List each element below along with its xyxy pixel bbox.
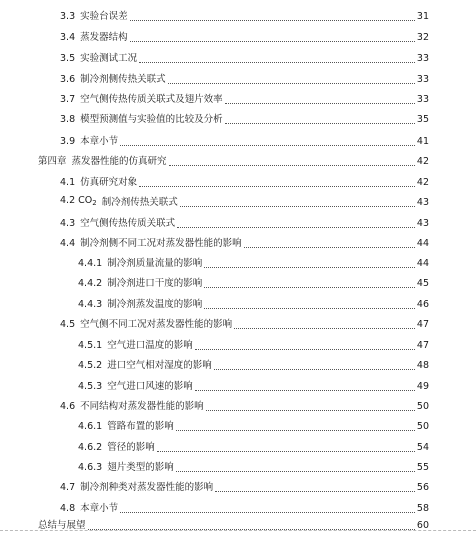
toc-entry-3-4 xyxy=(60,30,429,44)
toc-entry-3-6 xyxy=(60,72,429,86)
leader-dots xyxy=(180,205,415,207)
toc-number: 4.4.2 xyxy=(78,278,103,289)
toc-number: 4.8 xyxy=(60,503,76,514)
toc-number xyxy=(60,195,97,209)
leader-dots xyxy=(244,246,415,248)
toc-page-number: 50 xyxy=(416,401,429,412)
toc-page-number: 41 xyxy=(416,136,429,147)
toc-number: 3.7 xyxy=(60,94,76,105)
toc-entry-4-8 xyxy=(60,501,429,515)
toc-title: 空气进口风速的影响 xyxy=(107,381,193,392)
toc-entry-4-7 xyxy=(60,480,429,494)
leader-dots xyxy=(177,226,415,228)
leader-dots xyxy=(120,144,415,146)
toc-page-number: 47 xyxy=(416,340,429,351)
toc-page-number: 50 xyxy=(416,421,429,432)
toc-title: 管路布置的影响 xyxy=(107,421,174,432)
leader-dots xyxy=(206,409,415,411)
toc-title: 模型预测值与实验值的比较及分析 xyxy=(80,114,223,125)
toc-number: 4.7 xyxy=(60,482,76,493)
toc-title: 蒸发器性能的仿真研究 xyxy=(71,156,167,167)
toc-title: 制冷剂种类对蒸发器性能的影响 xyxy=(80,482,214,493)
toc-title: 制冷剂蒸发温度的影响 xyxy=(107,299,203,310)
leader-dots xyxy=(215,490,415,492)
toc-title: 空气侧传热传质关联式及翅片效率 xyxy=(80,94,223,105)
toc-entry-4-5 xyxy=(60,317,429,331)
toc-title: 制冷剂侧传热关联式 xyxy=(80,74,166,85)
toc-page-number: 43 xyxy=(416,197,429,208)
toc-number: 4.3 xyxy=(60,218,76,229)
toc-title: 制冷剂侧不同工况对蒸发器性能的影响 xyxy=(80,238,242,249)
toc-title: 管径的影响 xyxy=(107,442,155,453)
toc-number: 3.5 xyxy=(60,53,76,64)
toc-number: 3.4 xyxy=(60,32,76,43)
toc-page-number: 56 xyxy=(416,482,429,493)
toc-number: 4.5 xyxy=(60,319,76,330)
leader-dots xyxy=(168,82,415,84)
leader-dots xyxy=(225,122,415,124)
toc-title: 不同结构对蒸发器性能的影响 xyxy=(80,401,204,412)
toc-entry-4-2 xyxy=(60,195,429,209)
toc-number: 4.5.1 xyxy=(78,340,103,351)
toc-title: 制冷剂质量流量的影响 xyxy=(107,258,203,269)
toc-page-number: 54 xyxy=(416,442,429,453)
leader-dots xyxy=(204,286,415,288)
toc-number: 4.4.1 xyxy=(78,258,103,269)
toc-number: 4.6 xyxy=(60,401,76,412)
toc-page-number: 33 xyxy=(416,74,429,85)
leader-dots xyxy=(234,327,415,329)
toc-number: 第四章 xyxy=(38,156,67,167)
toc-title: 实验台误差 xyxy=(80,11,128,22)
toc-entry-4-3 xyxy=(60,216,429,230)
subscript-2: 2 xyxy=(92,199,97,207)
toc-entry-4-4-2 xyxy=(78,276,429,290)
toc-page-number: 44 xyxy=(416,258,429,269)
toc-page-number: 42 xyxy=(416,177,429,188)
toc-entry-3-3 xyxy=(60,9,429,23)
toc-entry-4-6-3 xyxy=(78,460,429,474)
toc-number: 4.1 xyxy=(60,177,76,188)
toc-number: 4.6.2 xyxy=(78,442,103,453)
leader-dots xyxy=(195,348,415,350)
toc-page-number: 33 xyxy=(416,53,429,64)
toc-number: 4.4 xyxy=(60,238,76,249)
toc-entry-3-7 xyxy=(60,92,429,106)
toc-title: 仿真研究对象 xyxy=(80,177,138,188)
toc-page-number: 44 xyxy=(416,238,429,249)
leader-dots xyxy=(195,389,415,391)
toc-title: 本章小节 xyxy=(80,136,119,147)
toc-title: 空气进口温度的影响 xyxy=(107,340,193,351)
toc-entry-3-8 xyxy=(60,112,429,126)
leader-dots xyxy=(214,368,415,370)
leader-dots xyxy=(204,266,415,268)
leader-dots xyxy=(169,164,415,166)
toc-page-number: 45 xyxy=(416,278,429,289)
toc-page-number: 42 xyxy=(416,156,429,167)
toc-entry-4-4 xyxy=(60,236,429,250)
leader-dots xyxy=(176,429,415,431)
toc-page-number: 32 xyxy=(416,32,429,43)
toc-entry-4-6-2 xyxy=(78,440,429,454)
leader-dots xyxy=(120,511,415,513)
toc-entry-4-1 xyxy=(60,175,429,189)
toc-entry-3-5 xyxy=(60,51,429,65)
toc-number: 3.8 xyxy=(60,114,76,125)
leader-dots xyxy=(176,470,415,472)
toc-title: 实验测试工况 xyxy=(80,53,138,64)
toc-number: 3.3 xyxy=(60,11,76,22)
toc-entry-3-9 xyxy=(60,134,429,148)
toc-number: 4.5.2 xyxy=(78,360,103,371)
toc-entry-4-4-1 xyxy=(78,256,429,270)
leader-dots xyxy=(225,102,415,104)
toc-number: 4.4.3 xyxy=(78,299,103,310)
toc-entry-4-4-3 xyxy=(78,297,429,311)
toc-page-number: 58 xyxy=(416,503,429,514)
toc-entry-4-6 xyxy=(60,399,429,413)
toc-number: 4.5.3 xyxy=(78,381,103,392)
leader-dots xyxy=(139,61,415,63)
toc-entry-chapter-4 xyxy=(38,154,429,168)
toc-title: 制冷剂进口干度的影响 xyxy=(107,278,203,289)
toc-page-number: 43 xyxy=(416,218,429,229)
leader-dots xyxy=(130,40,415,42)
toc-title: 翅片类型的影响 xyxy=(107,462,174,473)
page-break-rule xyxy=(0,530,476,531)
toc-number: 4.6.1 xyxy=(78,421,103,432)
toc-page-number: 35 xyxy=(416,114,429,125)
leader-dots xyxy=(204,307,415,309)
toc-page-number: 48 xyxy=(416,360,429,371)
toc-entry-4-5-1 xyxy=(78,338,429,352)
toc-page-number: 49 xyxy=(416,381,429,392)
toc-entry-4-5-2 xyxy=(78,358,429,372)
toc-number: 3.6 xyxy=(60,74,76,85)
leader-dots xyxy=(139,185,415,187)
toc-title: 本章小节 xyxy=(80,503,119,514)
toc-number-text: 4.2 CO xyxy=(60,195,93,206)
toc-entry-4-6-1 xyxy=(78,419,429,433)
toc-title: 进口空气相对湿度的影响 xyxy=(107,360,212,371)
toc-page-number: 47 xyxy=(416,319,429,330)
toc-number: 3.9 xyxy=(60,136,76,147)
toc-number: 4.6.3 xyxy=(78,462,103,473)
toc-page-number: 60 xyxy=(416,520,429,531)
toc-title: 蒸发器结构 xyxy=(80,32,128,43)
toc-title: 总结与展望 xyxy=(38,520,86,531)
toc-page-number: 31 xyxy=(416,11,429,22)
toc-title: 空气侧不同工况对蒸发器性能的影响 xyxy=(80,319,233,330)
toc-page-number: 33 xyxy=(416,94,429,105)
toc-title: 制冷剂传热关联式 xyxy=(101,197,178,208)
leader-dots xyxy=(157,450,415,452)
toc-page-number: 46 xyxy=(416,299,429,310)
toc-page-number: 55 xyxy=(416,462,429,473)
leader-dots xyxy=(130,19,415,21)
toc-entry-4-5-3 xyxy=(78,379,429,393)
toc-title: 空气侧传热传质关联式 xyxy=(80,218,176,229)
